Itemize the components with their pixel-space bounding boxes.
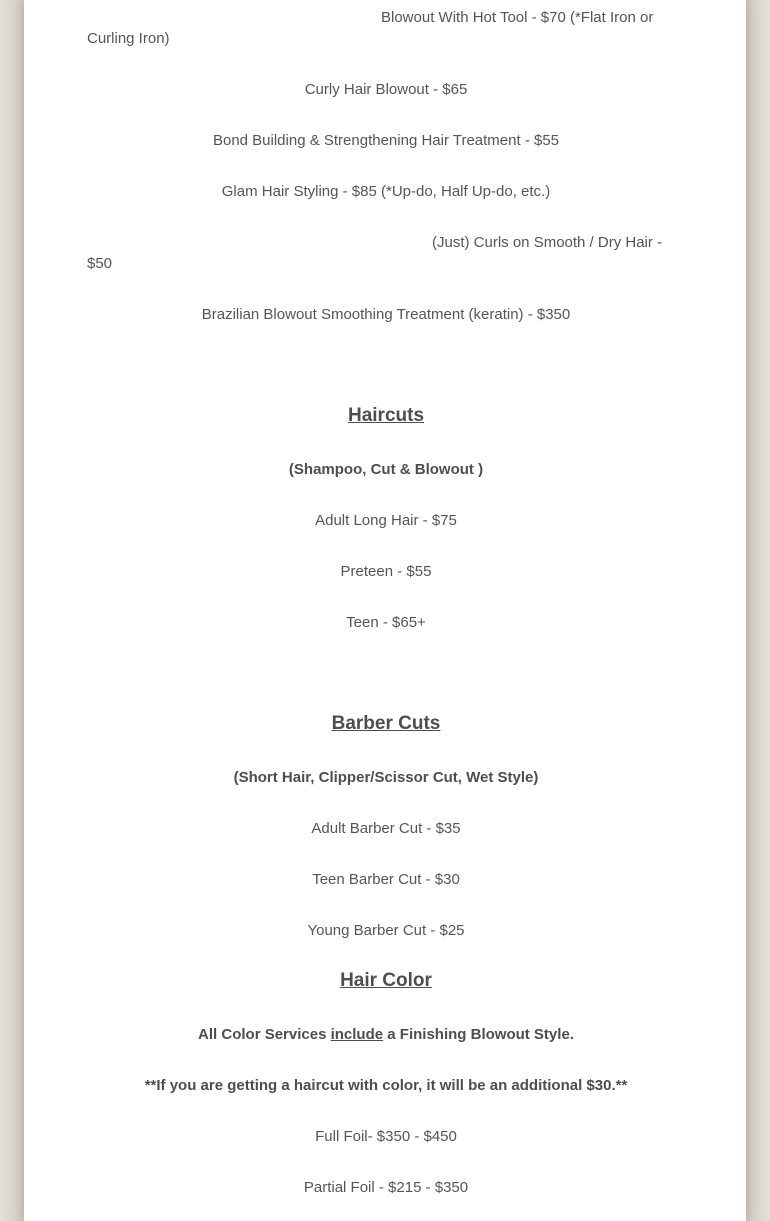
- service-just-curls: (Just) Curls on Smooth / Dry Hair - $50: [87, 234, 663, 272]
- barber-item: Adult Barber Cut - $35: [311, 820, 461, 837]
- menu-page: [24, 0, 746, 1221]
- haircut-item: Teen - $65+: [346, 614, 426, 631]
- hair-color-heading: Hair Color: [340, 970, 432, 991]
- service-glam-styling: Glam Hair Styling - $85 (*Up-do, Half Up-do, etc.): [221, 183, 551, 200]
- haircut-item: Adult Long Hair - $75: [315, 512, 457, 529]
- color-item: Partial Foil - $215 - $350: [303, 1179, 469, 1196]
- color-item: Full Foil- $350 - $450: [315, 1128, 457, 1145]
- page-shadow-left: [0, 0, 24, 1221]
- color-note-haircut: **If you are getting a haircut with color, it will be an additional $30.**: [144, 1077, 628, 1094]
- barber-cuts-heading: Barber Cuts: [331, 713, 441, 734]
- service-bond-building: Bond Building & Strengthening Hair Treatment - $55: [212, 132, 560, 149]
- color-note-blowout: All Color Services include a Finishing Blowout Style.: [198, 1026, 574, 1043]
- page-shadow-right: [746, 0, 770, 1221]
- service-brazilian-blowout: Brazilian Blowout Smoothing Treatment (keratin) - $350: [201, 306, 571, 323]
- service-blowout-hot-tool: Blowout With Hot Tool - $70 (*Flat Iron or Curling Iron): [87, 9, 654, 47]
- service-curly-blowout: Curly Hair Blowout - $65: [304, 81, 468, 98]
- barber-item: Young Barber Cut - $25: [307, 922, 465, 939]
- haircuts-heading: Haircuts: [347, 405, 425, 426]
- barber-item: Teen Barber Cut - $30: [312, 871, 460, 888]
- haircuts-subtitle: (Shampoo, Cut & Blowout ): [288, 461, 484, 478]
- barber-cuts-subtitle: (Short Hair, Clipper/Scissor Cut, Wet Style): [233, 769, 539, 786]
- haircut-item: Preteen - $55: [340, 563, 432, 580]
